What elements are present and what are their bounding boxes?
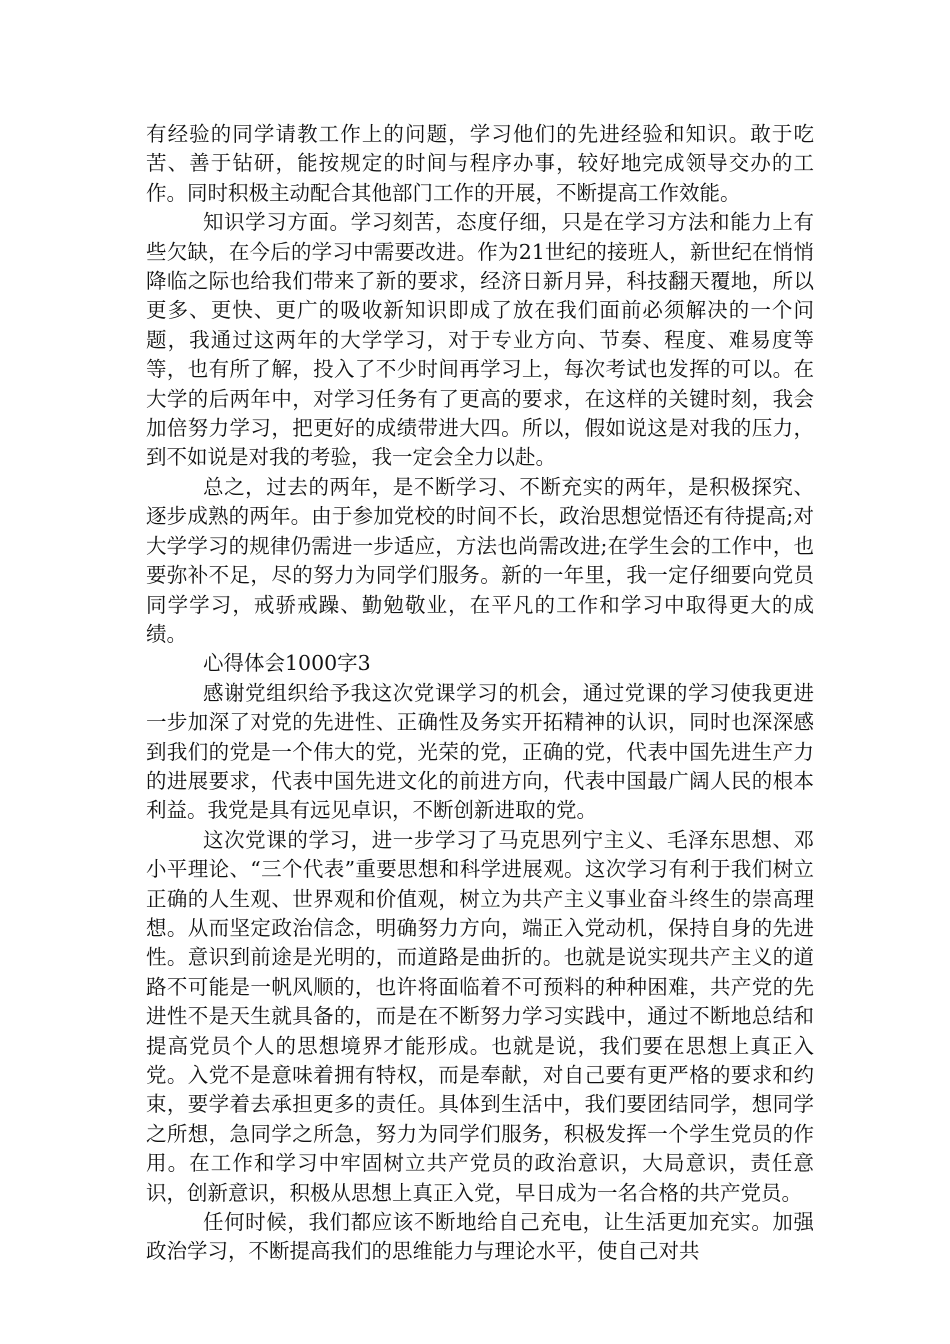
paragraph-gratitude: 感谢党组织给予我这次党课学习的机会，通过党课的学习使我更进一步加深了对党的先进性、正确性及务实开拓精神的认识，同时也深深感到我们的党是一个伟大的党，光荣的党，正确的党，代表中国先进生产力的进展要求，代表中国先进文化的前进方向，代表中国最广阔人民的根本利益。我党是具有远见卓识，不断创新进取的党。 (146, 680, 814, 823)
paragraph-continuation: 有经验的同学请教工作上的问题，学习他们的先进经验和知识。敢于吃苦、善于钻研，能按规定的时间与程序办事，较好地完成领导交办的工作。同时积极主动配合其他部门工作的开展，不断提高工作效能。 (146, 122, 814, 205)
section-heading: 心得体会1000字3 (203, 651, 371, 676)
paragraph-party-course: 这次党课的学习，进一步学习了马克思列宁主义、毛泽东思想、邓小平理论、“三个代表”重要思想和科学进展观。这次学习有利于我们树立正确的人生观、世界观和价值观，树立为共产主义事业奋斗终生的崇高理想。从而坚定政治信念，明确努力方向，端正入党动机，保持自身的先进性。意识到前途是光明的，而道路是曲折的。也就是说实现共产主义的道路不可能是一帆风顺的，也许将面临着不可预料的种种困难，共产党的先进性不是天生就具备的，而是在不断努力学习实践中，通过不断地总结和提高党员个人的思想境界才能形成。也就是说，我们要在思想上真正入党。入党不是意味着拥有特权，而是奉献，对自己要有更严格的要求和约束，要学着去承担更多的责任。具体到生活中，我们要团结同学，想同学之所想，急同学之所急，努力为同学们服务，积极发挥一个学生党员的作用。在工作和学习中牢固树立共产党员的政治意识，大局意识，责任意识，创新意识，积极从思想上真正入党，早日成为一名合格的共产党员。 (146, 827, 814, 1205)
document-body (146, 120, 814, 1267)
paragraph-summary: 总之，过去的两年，是不断学习、不断充实的两年，是积极探究、逐步成熟的两年。由于参加党校的时间不长，政治思想觉悟还有待提高;对大学学习的规律仍需进一步适应，方法也尚需改进;在学生会的工作中，也要弥补不足，尽的努力为同学们服务。新的一年里，我一定仔细要向党员同学学习，戒骄戒躁、勤勉敬业，在平凡的工作和学习中取得更大的成绩。 (146, 474, 814, 646)
paragraph-knowledge-study: 知识学习方面。学习刻苦，态度仔细，只是在学习方法和能力上有些欠缺，在今后的学习中需要改进。作为21世纪的接班人，新世纪在悄悄降临之际也给我们带来了新的要求，经济日新月异，科技翻天覆地，所以更多、更快、更广的吸收新知识即成了放在我们面前必须解决的一个问题，我通过这两年的大学学习，对于专业方向、节奏、程度、难易度等等，也有所了解，投入了不少时间再学习上，每次考试也发挥的可以。在大学的后两年中，对学习任务有了更高的要求，在这样的关键时刻，我会加倍努力学习，把更好的成绩带进大四。所以，假如说这是对我的压力，到不如说是对我的考验，我一定会全力以赴。 (146, 210, 814, 470)
paragraph-self-improvement: 任何时候，我们都应该不断地给自己充电，让生活更加充实。加强政治学习，不断提高我们的思维能力与理论水平，使自己对共 (146, 1210, 814, 1264)
